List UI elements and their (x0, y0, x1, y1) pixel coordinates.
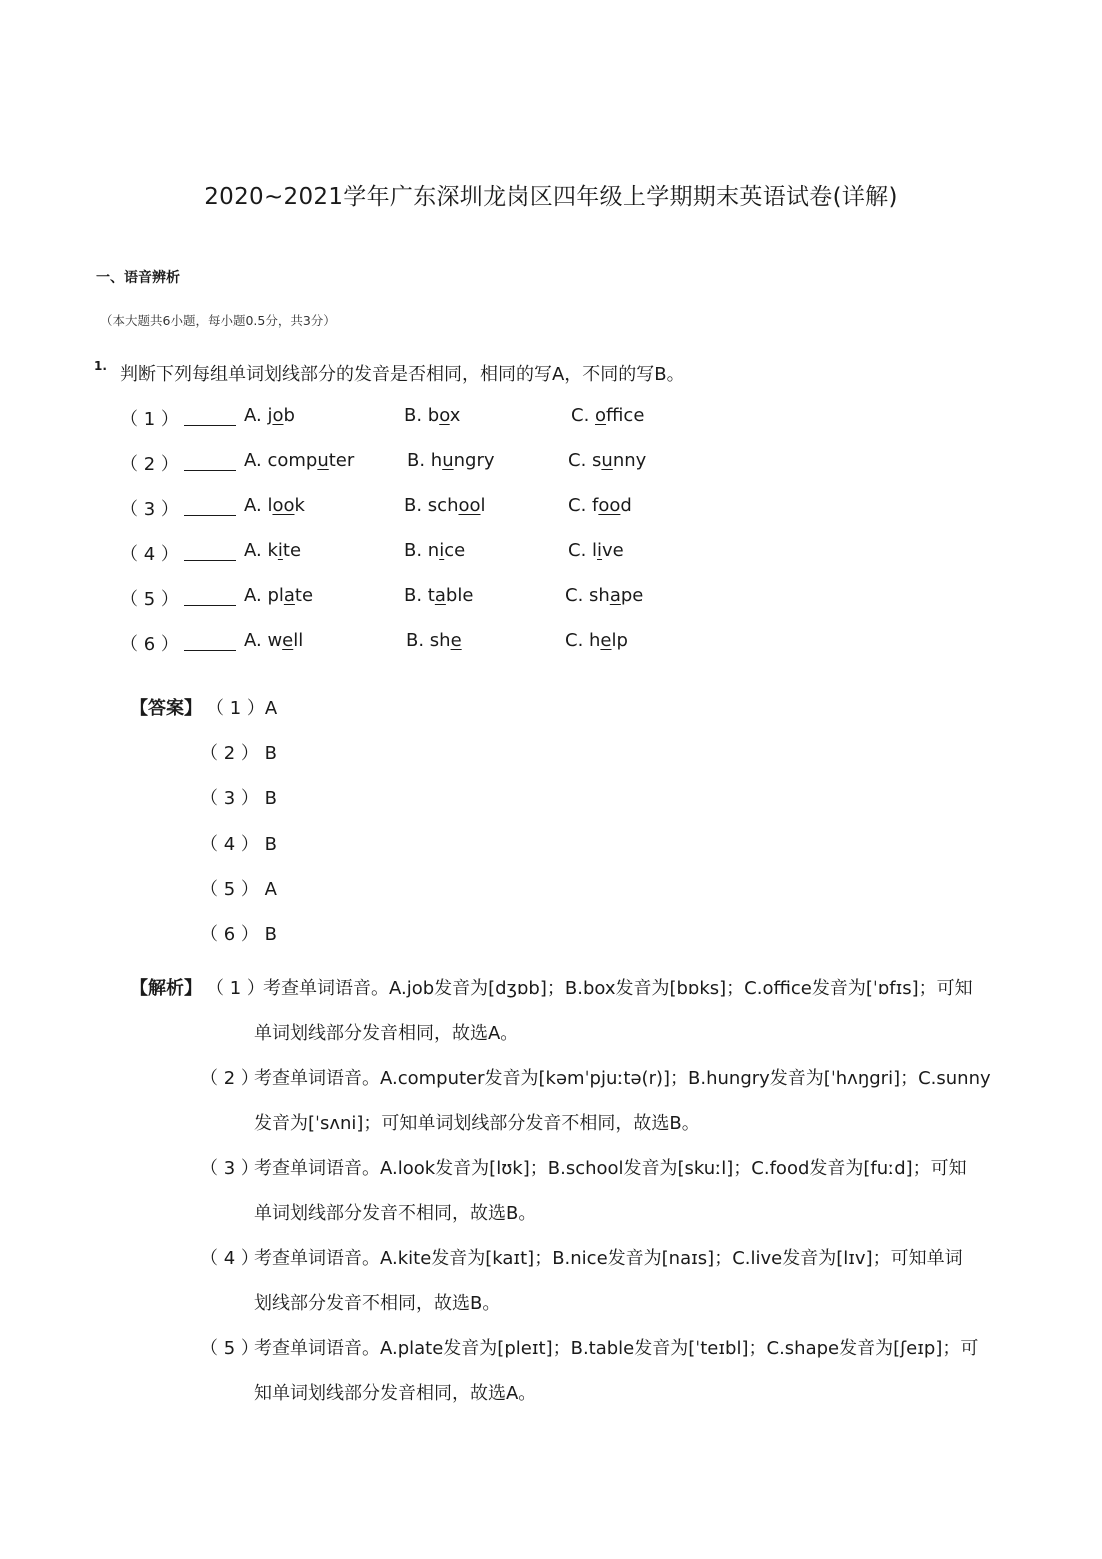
explanation-number: （ 3 ） (200, 1158, 259, 1179)
explanation-line: 发音为[ˈsʌni]；可知单词划线部分发音不相同，故选B。 (254, 1113, 700, 1134)
underlined-letters: a (283, 585, 295, 606)
explanation-line: 单词划线部分发音相同，故选A。 (254, 1023, 519, 1044)
row-label: （ 4 ） (120, 544, 179, 565)
option-c: C. food (568, 495, 632, 516)
underlined-letters: oo (272, 495, 295, 516)
answer-item: （ 3 ） B (200, 788, 277, 810)
option-b: B. box (404, 405, 461, 426)
explanation-line: 考查单词语音。A.job发音为[dʒɒb]；B.box发音为[bɒks]；C.office发音为[ˈɒfɪs]；可知 (263, 978, 973, 999)
underlined-letters: u (442, 450, 454, 471)
answer-item: （ 5 ） A (200, 878, 277, 900)
option-b: B. hungry (407, 450, 495, 471)
explanation-line: 考查单词语音。A.look发音为[lʊk]；B.school发音为[skuːl]；C.food发音为[fuːd]；可知 (254, 1158, 967, 1179)
explanation-number: （ 2 ） (200, 1068, 259, 1089)
explanation-line: 单词划线部分发音不相同，故选B。 (254, 1203, 537, 1224)
answer-blank[interactable] (184, 542, 236, 561)
underlined-letters: e (600, 630, 612, 651)
answer-item: （ 1 ）A (206, 698, 278, 719)
section-note: （本大题共6小题，每小题0.5分，共3分） (100, 313, 336, 328)
answer-blank[interactable] (184, 587, 236, 606)
underlined-letters: u (601, 450, 613, 471)
explanation-line: 考查单词语音。A.kite发音为[kaɪt]；B.nice发音为[naɪs]；C.live发音为[lɪv]；可知单词 (254, 1248, 963, 1269)
explanation-label: 【解析】 (130, 978, 202, 999)
explanation-line: 考查单词语音。A.plate发音为[pleɪt]；B.table发音为[ˈteɪbl]；C.shape发音为[ʃeɪp]；可 (254, 1338, 979, 1359)
answer-item: （ 2 ） B (200, 743, 277, 765)
underlined-letters: o (595, 405, 607, 426)
underlined-letters: i (277, 540, 283, 561)
page-title: 2020~2021学年广东深圳龙岗区四年级上学期期末英语试卷(详解) (204, 184, 898, 210)
row-label: （ 5 ） (120, 589, 179, 610)
option-c: C. help (565, 630, 628, 651)
underlined-letters: o (439, 405, 450, 426)
option-a: A. well (244, 630, 304, 651)
option-a: A. computer (244, 450, 355, 471)
option-c: C. live (568, 540, 624, 561)
explanation-line: 考查单词语音。A.computer发音为[kəmˈpjuːtə(r)]；B.hungry发音为[ˈhʌŋgri]；C.sunny (254, 1068, 991, 1089)
option-a: A. look (244, 495, 305, 516)
answer-item: （ 6 ） B (200, 924, 277, 945)
explanation-line: 划线部分发音不相同，故选B。 (254, 1293, 501, 1314)
explanation-line: 知单词划线部分发音相同，故选A。 (254, 1383, 537, 1404)
explanation-number: （ 5 ） (200, 1338, 259, 1359)
underlined-letters: e (450, 630, 462, 651)
underlined-letters: oo (458, 495, 481, 516)
option-c: C. sunny (568, 450, 647, 471)
explanation-number: （ 4 ） (200, 1248, 259, 1269)
underlined-letters: e (282, 630, 294, 651)
underlined-letters: u (317, 450, 329, 471)
underlined-letters: i (597, 540, 603, 561)
answer-blank[interactable] (184, 632, 236, 651)
option-b: B. nice (404, 540, 466, 561)
underlined-letters: i (439, 540, 445, 561)
underlined-letters: oo (598, 495, 621, 516)
answer-blank[interactable] (184, 407, 236, 426)
option-a: A. job (244, 405, 295, 426)
row-label: （ 6 ） (120, 634, 179, 655)
underlined-letters: a (434, 585, 446, 606)
answer-label: 【答案】 (130, 698, 202, 719)
answer-item: （ 4 ） B (200, 833, 277, 855)
answer-blank[interactable] (184, 497, 236, 516)
row-label: （ 1 ） (120, 409, 179, 430)
underlined-letters: a (609, 585, 621, 606)
row-label: （ 2 ） (120, 454, 179, 475)
option-a: A. plate (244, 585, 314, 606)
option-b: B. she (406, 630, 462, 651)
option-c: C. shape (565, 585, 644, 606)
row-label: （ 3 ） (120, 499, 179, 520)
option-b: B. table (404, 585, 474, 606)
answer-blank[interactable] (184, 452, 236, 471)
option-b: B. school (404, 495, 486, 516)
explanation-number: （ 1 ） (206, 978, 265, 999)
underlined-letters: o (272, 405, 284, 426)
section-heading: 一、语音辨析 (96, 270, 180, 286)
option-a: A. kite (244, 540, 302, 561)
option-c: C. office (571, 405, 645, 426)
question-prompt: 判断下列每组单词划线部分的发音是否相同，相同的写A，不同的写B。 (120, 364, 685, 385)
question-number: 1. (94, 359, 107, 373)
